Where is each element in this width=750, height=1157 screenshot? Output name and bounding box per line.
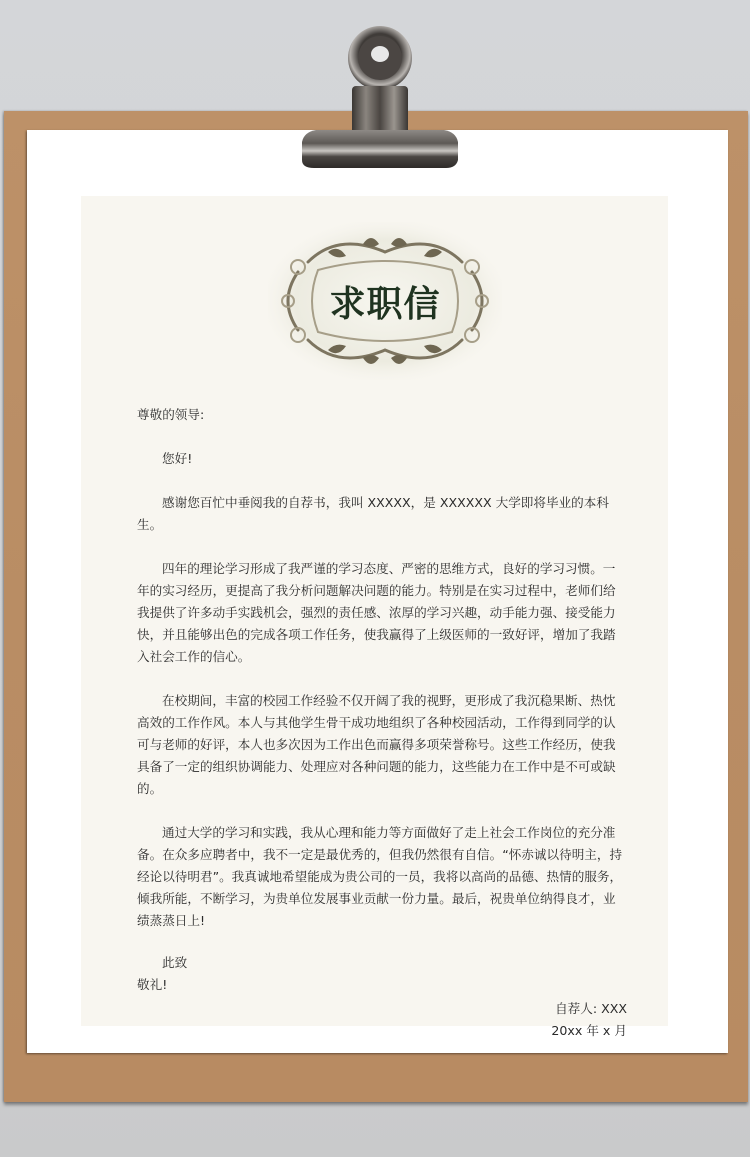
greeting: 您好!	[162, 451, 193, 466]
paragraph-conclusion: 通过大学的学习和实践，我从心理和能力等方面做好了走上社会工作岗位的充分准备。在众多应聘者中，我不一定是最优秀的，但我仍然很有自信。“怀赤诚以待明主，持经论以待明君”。我真诚地希望能成为贵公司的一员，我将以高尚的品德、热情的服务，倾我所能，不断学习，为贵单位发展事业贡献一份力量。最后，祝贵单位纳得良才，业绩蒸蒸日上!	[137, 825, 623, 928]
paragraph-intro: 感谢您百忙中垂阅我的自荐书，我叫 XXXXX，是 XXXXXX 大学即将毕业的本科生。	[137, 495, 609, 532]
title-ornament-frame	[268, 222, 502, 380]
page-title: 求职信	[329, 283, 441, 325]
binder-clip-icon	[296, 24, 464, 172]
date: 20xx 年 x 月	[551, 1023, 627, 1038]
salutation: 尊敬的领导:	[137, 407, 205, 422]
paragraph-campus: 在校期间，丰富的校园工作经验不仅开阔了我的视野，更形成了我沉稳果断、热忱高效的工作作风。本人与其他学生骨干成功地组织了各种校园活动，工作得到同学的认可与老师的好评，本人也多次因为工作出色而赢得多项荣誉称号。这些工作经历，使我具备了一定的组织协调能力、处理应对各种问题的能力，这些能力在工作中是不可或缺的。	[137, 693, 616, 796]
letter-body	[137, 404, 627, 1042]
closing-line-2: 敬礼!	[137, 977, 168, 992]
closing-line-1: 此致	[162, 955, 188, 970]
signature: 自荐人: XXX	[555, 1001, 627, 1016]
paragraph-study: 四年的理论学习形成了我严谨的学习态度、严密的思维方式，良好的学习习惯。一年的实习经历，更提高了我分析问题解决问题的能力。特别是在实习过程中，老师们给我提供了许多动手实践机会，强烈的责任感、浓厚的学习兴趣，动手能力强、接受能力快，并且能够出色的完成各项工作任务，使我赢得了上级医师的一致好评，增加了我踏入社会工作的信心。	[137, 561, 616, 664]
